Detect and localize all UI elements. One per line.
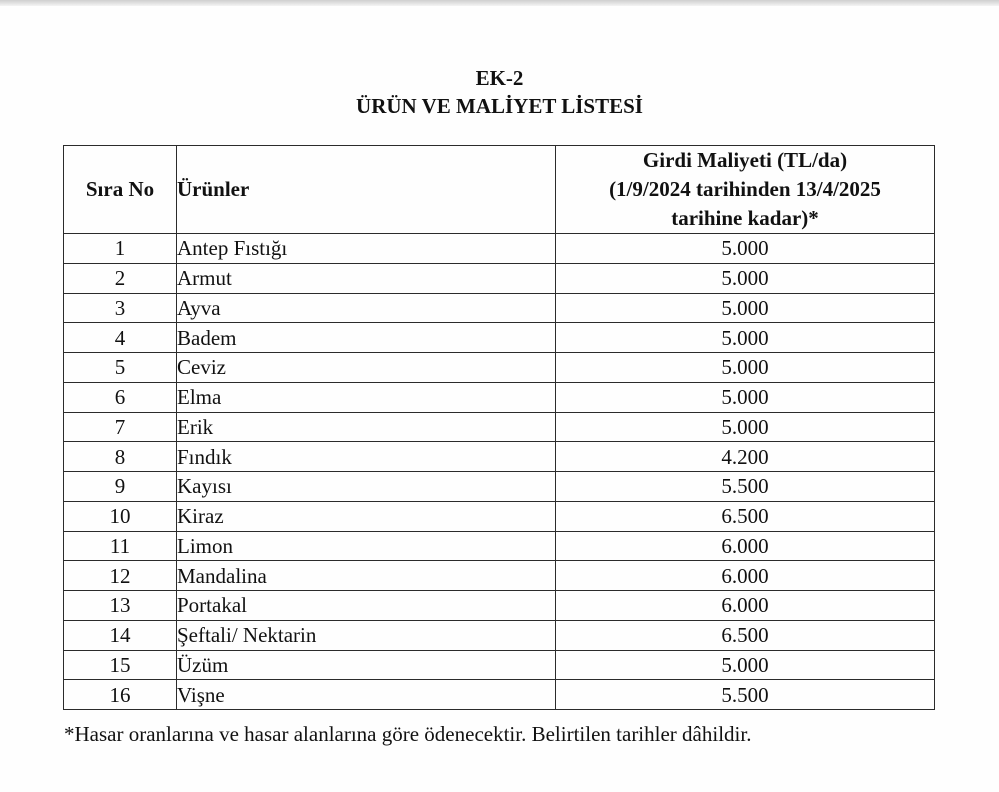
input-cost: 6.500	[556, 620, 935, 650]
table-row	[64, 382, 935, 412]
document-title	[0, 64, 999, 120]
product-name: Ceviz	[177, 353, 556, 383]
input-cost: 4.200	[556, 442, 935, 472]
row-number: 1	[64, 234, 177, 264]
product-name: Kiraz	[177, 501, 556, 531]
product-name: Fındık	[177, 442, 556, 472]
row-number: 11	[64, 531, 177, 561]
product-name: Antep Fıstığı	[177, 234, 556, 264]
product-name: Ayva	[177, 293, 556, 323]
input-cost: 5.000	[556, 382, 935, 412]
product-name: Mandalina	[177, 561, 556, 591]
table-row	[64, 293, 935, 323]
product-name: Portakal	[177, 591, 556, 621]
product-name: Üzüm	[177, 650, 556, 680]
table-row	[64, 680, 935, 710]
input-cost: 5.500	[556, 472, 935, 502]
row-number: 10	[64, 501, 177, 531]
product-name: Kayısı	[177, 472, 556, 502]
input-cost: 5.000	[556, 412, 935, 442]
table-header-row	[64, 146, 935, 234]
input-cost: 6.000	[556, 591, 935, 621]
table-row	[64, 531, 935, 561]
row-number: 14	[64, 620, 177, 650]
input-cost: 5.000	[556, 353, 935, 383]
input-cost: 5.000	[556, 323, 935, 353]
list-title: ÜRÜN VE MALİYET LİSTESİ	[356, 94, 643, 118]
table-row	[64, 323, 935, 353]
annex-label: EK-2	[475, 66, 524, 90]
table-row	[64, 263, 935, 293]
table-row	[64, 234, 935, 264]
header-cost-line2: (1/9/2024 tarihinden 13/4/2025	[609, 177, 881, 201]
header-cost-line3: tarihine kadar)*	[671, 206, 819, 230]
row-number: 7	[64, 412, 177, 442]
input-cost: 5.500	[556, 680, 935, 710]
product-name: Limon	[177, 531, 556, 561]
input-cost: 6.000	[556, 531, 935, 561]
input-cost: 5.000	[556, 650, 935, 680]
table-row	[64, 353, 935, 383]
product-cost-table	[63, 145, 935, 710]
input-cost: 6.500	[556, 501, 935, 531]
table-row	[64, 591, 935, 621]
input-cost: 5.000	[556, 293, 935, 323]
product-name: Armut	[177, 263, 556, 293]
table-row	[64, 412, 935, 442]
product-name: Vişne	[177, 680, 556, 710]
row-number: 6	[64, 382, 177, 412]
input-cost: 6.000	[556, 561, 935, 591]
table-row	[64, 650, 935, 680]
header-girdi-maliyeti	[556, 146, 935, 234]
product-name: Şeftali/ Nektarin	[177, 620, 556, 650]
row-number: 15	[64, 650, 177, 680]
product-name: Elma	[177, 382, 556, 412]
footnote: *Hasar oranlarına ve hasar alanlarına göre ödenecektir. Belirtilen tarihler dâhildir.	[64, 722, 752, 746]
row-number: 16	[64, 680, 177, 710]
row-number: 13	[64, 591, 177, 621]
product-name: Badem	[177, 323, 556, 353]
header-cost-line1: Girdi Maliyeti (TL/da)	[642, 148, 848, 172]
product-name: Erik	[177, 412, 556, 442]
input-cost: 5.000	[556, 263, 935, 293]
row-number: 3	[64, 293, 177, 323]
row-number: 4	[64, 323, 177, 353]
table-row	[64, 501, 935, 531]
table-row	[64, 561, 935, 591]
input-cost: 5.000	[556, 234, 935, 264]
header-sira-no: Sıra No	[64, 146, 177, 234]
table-row	[64, 472, 935, 502]
table-row	[64, 442, 935, 472]
row-number: 9	[64, 472, 177, 502]
row-number: 2	[64, 263, 177, 293]
header-urunler: Ürünler	[177, 146, 556, 234]
row-number: 8	[64, 442, 177, 472]
row-number: 5	[64, 353, 177, 383]
table-row	[64, 620, 935, 650]
row-number: 12	[64, 561, 177, 591]
